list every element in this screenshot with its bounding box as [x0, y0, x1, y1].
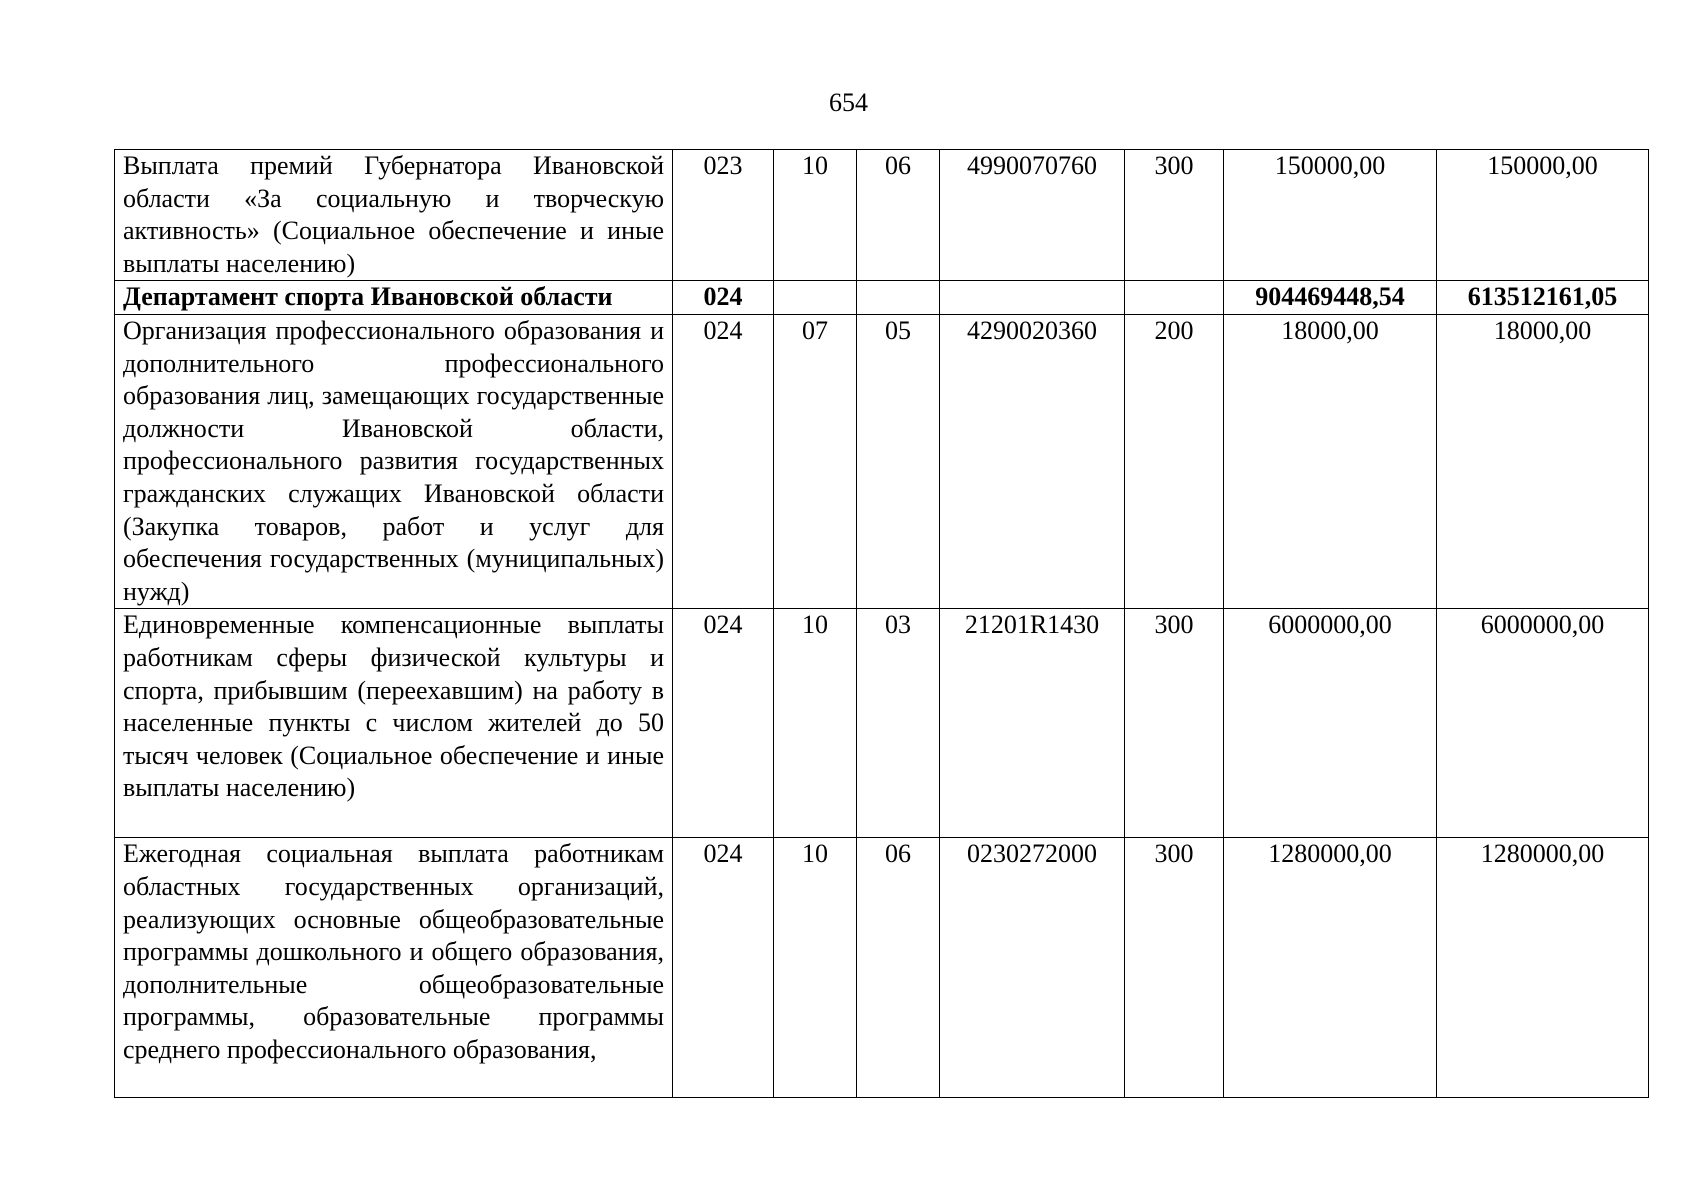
expense-name-cell: Департамент спорта Ивановской области: [115, 281, 673, 315]
expense-name-cell: Организация профессионального образования и дополнительного профессионального образования лиц, замещающих государственные должности Ивановской области, профессионального развития государственных гражданских служащих Ивановской области (Закупка товаров, работ и услуг для обеспечения государственных (муниципальных) нужд): [115, 314, 673, 608]
table-row: [115, 838, 1649, 1098]
amount-year2-cell: 18000,00: [1437, 314, 1649, 608]
section-code-cell: [774, 281, 857, 315]
amount-year1-cell: 18000,00: [1224, 314, 1437, 608]
subsection-code-cell: [857, 281, 940, 315]
target-article-cell: 4990070760: [940, 150, 1125, 281]
budget-table: [114, 149, 1649, 1098]
amount-year1-cell: 6000000,00: [1224, 609, 1437, 838]
expense-name-cell: Ежегодная социальная выплата работникам областных государственных организаций, реализующих основные общеобразовательные программы дошкольного и общего образования, дополнительные общеобразовательные программы, образовательные программы среднего профессионального образования,: [115, 838, 673, 1098]
ministry-code-cell: 024: [673, 838, 774, 1098]
target-article-cell: 4290020360: [940, 314, 1125, 608]
subsection-code-cell: 05: [857, 314, 940, 608]
expense-type-cell: 300: [1125, 150, 1224, 281]
expense-name-cell: Выплата премий Губернатора Ивановской области «За социальную и творческую активность» (Социальное обеспечение и иные выплаты населению): [115, 150, 673, 281]
table-body: [115, 150, 1649, 1098]
amount-year1-cell: 904469448,54: [1224, 281, 1437, 315]
target-article-cell: 0230272000: [940, 838, 1125, 1098]
expense-type-cell: [1125, 281, 1224, 315]
section-code-cell: 10: [774, 838, 857, 1098]
table-row: [115, 281, 1649, 315]
subsection-code-cell: 06: [857, 150, 940, 281]
subsection-code-cell: 03: [857, 609, 940, 838]
expense-type-cell: 300: [1125, 838, 1224, 1098]
subsection-code-cell: 06: [857, 838, 940, 1098]
ministry-code-cell: 024: [673, 609, 774, 838]
expense-type-cell: 300: [1125, 609, 1224, 838]
amount-year2-cell: 6000000,00: [1437, 609, 1649, 838]
amount-year1-cell: 1280000,00: [1224, 838, 1437, 1098]
target-article-cell: [940, 281, 1125, 315]
section-code-cell: 10: [774, 150, 857, 281]
section-code-cell: 07: [774, 314, 857, 608]
table-row: [115, 314, 1649, 608]
amount-year1-cell: 150000,00: [1224, 150, 1437, 281]
amount-year2-cell: 613512161,05: [1437, 281, 1649, 315]
expense-type-cell: 200: [1125, 314, 1224, 608]
table-row: [115, 150, 1649, 281]
expense-name-cell: Единовременные компенсационные выплаты работникам сферы физической культуры и спорта, прибывшим (переехавшим) на работу в населенные пункты с числом жителей до 50 тысяч человек (Социальное обеспечение и иные выплаты населению): [115, 609, 673, 838]
amount-year2-cell: 1280000,00: [1437, 838, 1649, 1098]
page-number: 654: [829, 88, 868, 117]
section-code-cell: 10: [774, 609, 857, 838]
ministry-code-cell: 024: [673, 281, 774, 315]
ministry-code-cell: 024: [673, 314, 774, 608]
target-article-cell: 21201R1430: [940, 609, 1125, 838]
table-row: [115, 609, 1649, 838]
ministry-code-cell: 023: [673, 150, 774, 281]
amount-year2-cell: 150000,00: [1437, 150, 1649, 281]
